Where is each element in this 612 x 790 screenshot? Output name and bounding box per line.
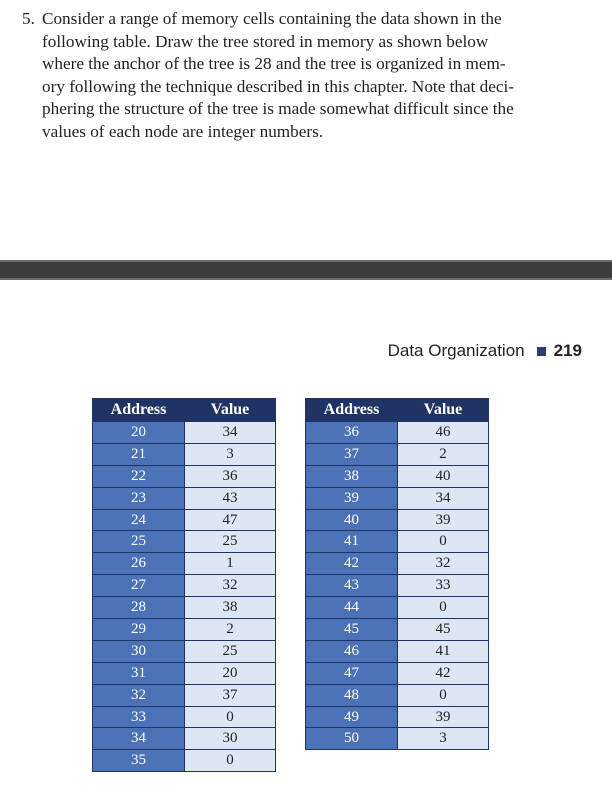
problem-line-5: phering the structure of the tree is made somewhat difficult since the xyxy=(42,99,514,119)
address-cell: 22 xyxy=(93,465,185,487)
table-row xyxy=(306,619,489,641)
value-cell: 39 xyxy=(398,509,489,531)
value-cell: 3 xyxy=(398,728,489,750)
problem-text xyxy=(22,8,584,144)
address-cell: 33 xyxy=(93,706,185,728)
address-cell: 49 xyxy=(306,706,398,728)
value-cell: 32 xyxy=(398,553,489,575)
table-row xyxy=(93,706,276,728)
table-row xyxy=(93,640,276,662)
address-cell: 24 xyxy=(93,509,185,531)
value-cell: 36 xyxy=(185,465,276,487)
problem-line-6: values of each node are integer numbers. xyxy=(42,121,324,141)
table-row xyxy=(306,509,489,531)
problem-line-4: ory following the technique described in this chapter. Note that deci- xyxy=(42,76,515,96)
table-row xyxy=(306,422,489,444)
address-cell: 41 xyxy=(306,531,398,553)
value-cell: 47 xyxy=(185,509,276,531)
address-cell: 39 xyxy=(306,487,398,509)
value-cell: 34 xyxy=(185,422,276,444)
value-cell: 25 xyxy=(185,640,276,662)
table-row xyxy=(93,553,276,575)
table-row xyxy=(306,728,489,750)
address-cell: 28 xyxy=(93,597,185,619)
table-row xyxy=(306,553,489,575)
value-cell: 32 xyxy=(185,575,276,597)
square-bullet-icon xyxy=(537,347,546,356)
address-cell: 36 xyxy=(306,422,398,444)
table-row xyxy=(93,443,276,465)
problem-line-1: 5. Consider a range of memory cells containing the data shown in the xyxy=(22,8,584,31)
value-cell: 2 xyxy=(185,619,276,641)
table-row xyxy=(93,422,276,444)
address-cell: 48 xyxy=(306,684,398,706)
value-cell: 42 xyxy=(398,662,489,684)
address-header: Address xyxy=(93,399,185,422)
table-row xyxy=(93,684,276,706)
value-cell: 2 xyxy=(398,443,489,465)
page-number: 219 xyxy=(553,341,582,360)
table-row xyxy=(306,597,489,619)
value-cell: 3 xyxy=(185,443,276,465)
value-cell: 25 xyxy=(185,531,276,553)
table-row xyxy=(93,597,276,619)
table-row xyxy=(93,750,276,772)
table-row xyxy=(93,531,276,553)
table-row xyxy=(306,662,489,684)
address-cell: 38 xyxy=(306,465,398,487)
value-cell: 38 xyxy=(185,597,276,619)
address-cell: 29 xyxy=(93,619,185,641)
value-cell: 0 xyxy=(398,531,489,553)
table-row xyxy=(93,728,276,750)
running-head xyxy=(388,341,582,361)
address-cell: 23 xyxy=(93,487,185,509)
value-cell: 0 xyxy=(398,597,489,619)
address-header: Address xyxy=(306,399,398,422)
memory-table-right xyxy=(305,398,489,750)
value-cell: 33 xyxy=(398,575,489,597)
table-row xyxy=(93,487,276,509)
problem-line-2: following table. Draw the tree stored in memory as shown below xyxy=(42,31,489,51)
address-cell: 31 xyxy=(93,662,185,684)
value-cell: 45 xyxy=(398,619,489,641)
problem-number: 5. xyxy=(22,9,35,28)
value-cell: 43 xyxy=(185,487,276,509)
table-row xyxy=(93,575,276,597)
value-cell: 40 xyxy=(398,465,489,487)
value-cell: 37 xyxy=(185,684,276,706)
address-cell: 44 xyxy=(306,597,398,619)
table-row xyxy=(306,531,489,553)
address-cell: 37 xyxy=(306,443,398,465)
address-cell: 43 xyxy=(306,575,398,597)
address-cell: 35 xyxy=(93,750,185,772)
value-cell: 46 xyxy=(398,422,489,444)
value-cell: 0 xyxy=(185,750,276,772)
address-cell: 46 xyxy=(306,640,398,662)
address-cell: 32 xyxy=(93,684,185,706)
table-row xyxy=(93,619,276,641)
table-row xyxy=(93,465,276,487)
address-cell: 40 xyxy=(306,509,398,531)
address-cell: 26 xyxy=(93,553,185,575)
value-cell: 20 xyxy=(185,662,276,684)
table-row xyxy=(306,706,489,728)
table-row xyxy=(306,575,489,597)
value-cell: 41 xyxy=(398,640,489,662)
table-row xyxy=(306,640,489,662)
value-header: Value xyxy=(185,399,276,422)
address-cell: 42 xyxy=(306,553,398,575)
value-header: Value xyxy=(398,399,489,422)
table-body xyxy=(306,422,489,750)
value-cell: 39 xyxy=(398,706,489,728)
address-cell: 50 xyxy=(306,728,398,750)
table-body xyxy=(93,422,276,772)
table-row xyxy=(306,487,489,509)
address-cell: 45 xyxy=(306,619,398,641)
table-header-row xyxy=(93,399,276,422)
memory-table-left xyxy=(92,398,276,772)
value-cell: 34 xyxy=(398,487,489,509)
address-cell: 20 xyxy=(93,422,185,444)
table-row xyxy=(93,662,276,684)
address-cell: 30 xyxy=(93,640,185,662)
address-cell: 47 xyxy=(306,662,398,684)
table-header-row xyxy=(306,399,489,422)
address-cell: 34 xyxy=(93,728,185,750)
address-cell: 27 xyxy=(93,575,185,597)
table-row xyxy=(93,509,276,531)
section-title: Data Organization xyxy=(387,341,525,360)
problem-line-3: where the anchor of the tree is 28 and the tree is organized in mem- xyxy=(42,54,506,74)
page-divider xyxy=(0,260,612,280)
value-cell: 0 xyxy=(398,684,489,706)
value-cell: 0 xyxy=(185,706,276,728)
value-cell: 30 xyxy=(185,728,276,750)
address-cell: 25 xyxy=(93,531,185,553)
table-row xyxy=(306,443,489,465)
address-cell: 21 xyxy=(93,443,185,465)
table-row xyxy=(306,684,489,706)
table-row xyxy=(306,465,489,487)
value-cell: 1 xyxy=(185,553,276,575)
